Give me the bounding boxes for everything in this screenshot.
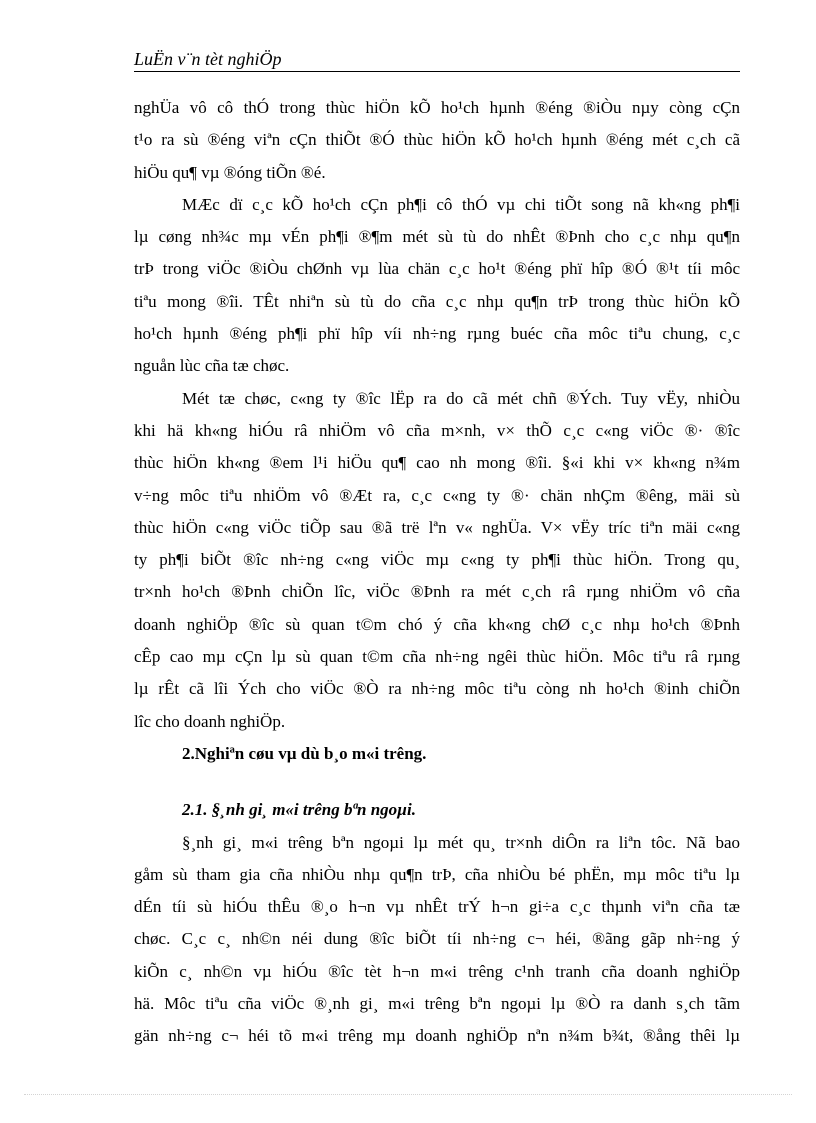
- paragraph: [134, 827, 740, 1053]
- text-line: ho¹ch hµnh ®éng ph¶i phï hîp víi nh÷ng rµng buéc cña môc tiªu chung, c¸c: [134, 324, 740, 344]
- page-bottom-rule: [24, 1094, 792, 1095]
- paragraph: [134, 189, 740, 383]
- paragraph: [134, 92, 740, 189]
- header-title: LuËn v¨n tèt nghiÖp: [134, 49, 282, 69]
- text-line: tiªu mong ®îi. TÊt nhiªn sù tù do cña c¸c nhµ qu¶n trÞ trong thùc hiÖn kÕ: [134, 291, 740, 311]
- text-line: gän nh÷ng c¬ héi tõ m«i trêng mµ doanh nghiÖp nªn n¾m b¾t, ®ång thêi lµ: [134, 1026, 740, 1046]
- subsection-heading: 2.1. §¸nh gi¸ m«i trêng bªn ngoµi.: [182, 800, 416, 820]
- text-line: lµ rÊt cã lîi Ých cho viÖc ®Ò ra nh÷ng môc tiªu còng nh ho¹ch ®inh chiÕn: [134, 679, 740, 699]
- text-line: thùc hiÖn kh«ng ®em l¹i hiÖu qu¶ cao nh mong ®îi. §«i khi v× kh«ng n¾m: [134, 453, 740, 473]
- page-header: [134, 48, 740, 72]
- text-line: kiÕn c¸ nh©n vµ hiÓu ®îc tèt h¬n m«i trêng c¹nh tranh cña doanh nghiÖp: [134, 961, 740, 981]
- text-line: tr×nh ho¹ch ®Þnh chiÕn lîc, viÖc ®Þnh ra mét c¸ch râ rµng nhiÖm vô cña: [134, 582, 740, 602]
- text-line: nghÜa vô cô thÓ trong thùc hiÖn kÕ ho¹ch hµnh ®éng ®iÒu nµy còng cÇn: [134, 98, 740, 117]
- paragraph: [134, 383, 740, 738]
- text-line: thùc hiÖn c«ng viÖc tiÕp sau ®ã trë lªn v« nghÜa. V× vËy tríc tiªn mäi c«ng: [134, 517, 740, 537]
- text-line: hiÖu qu¶ vµ ®óng tiÕn ®é.: [134, 162, 326, 182]
- text-line: dÉn tíi sù hiÓu thÊu ®¸o h¬n vµ nhÊt trÝ h¬n gi÷a c¸c thµnh viªn cña tæ: [134, 897, 740, 917]
- text-line: khi hä kh«ng hiÓu râ nhiÖm vô cña m×nh, v× thÕ c¸c c«ng viÖc ®· ®îc: [134, 420, 740, 440]
- text-line: gåm sù tham gia cña nhiÒu nhµ qu¶n trÞ, cña nhiÒu bé phËn, mµ môc tiªu lµ: [134, 864, 740, 884]
- text-line: chøc. C¸c c¸ nh©n néi dung ®îc biÕt tíi nh÷ng c¬ héi, ®ãng gãp nh÷ng ý: [134, 929, 740, 949]
- text-line: ty ph¶i biÕt ®îc nh÷ng c«ng viÖc mµ c«ng ty ph¶i thùc hiÖn. Trong qu¸: [134, 550, 740, 570]
- text-line: hä. Môc tiªu cña viÖc ®¸nh gi¸ m«i trêng bªn ngoµi lµ ®Ò ra danh s¸ch tãm: [134, 994, 740, 1014]
- document-body: [134, 92, 740, 1053]
- text-line: MÆc dï c¸c kÕ ho¹ch cÇn ph¶i cô thÓ vµ chi tiÕt song nã kh«ng ph¶i: [182, 194, 740, 214]
- text-line: Mét tæ chøc, c«ng ty ®îc lËp ra do cã mét chñ ®Ých. Tuy vËy, nhiÒu: [182, 388, 740, 408]
- section-heading: 2.Nghiªn cøu vµ dù b¸o m«i trêng.: [182, 743, 427, 763]
- text-line: cÊp cao mµ cÇn lµ sù quan t©m cña nh÷ng ngêi thùc hiÖn. Môc tiªu râ rµng: [134, 647, 740, 667]
- text-line: nguån lùc cña tæ chøc.: [134, 356, 290, 376]
- text-line: lîc cho doanh nghiÖp.: [134, 711, 286, 731]
- text-line: doanh nghiÖp ®îc sù quan t©m chó ý cña kh«ng chØ c¸c nhµ ho¹ch ®Þnh: [134, 614, 740, 634]
- spacer: [134, 770, 740, 794]
- text-line: t¹o ra sù ®éng viªn cÇn thiÕt ®Ó thùc hiÖn kÕ ho¹ch hµnh ®éng mét c¸ch cã: [134, 130, 740, 150]
- text-line: v÷ng môc tiªu nhiÖm vô ®Æt ra, c¸c c«ng ty ®· chän nhÇm ®êng, mäi sù: [134, 485, 740, 505]
- text-line: §¸nh gi¸ m«i trêng bªn ngoµi lµ mét qu¸ tr×nh diÔn ra liªn tôc. Nã bao: [182, 832, 740, 852]
- text-line: trÞ trong viÖc ®iÒu chØnh vµ lùa chän c¸c ho¹t ®éng phï hîp ®Ó ®¹t tíi môc: [134, 259, 740, 279]
- text-line: lµ cøng nh¾c mµ vÉn ph¶i ®¶m mét sù tù do nhÊt ®Þnh cho c¸c nhµ qu¶n: [134, 227, 740, 247]
